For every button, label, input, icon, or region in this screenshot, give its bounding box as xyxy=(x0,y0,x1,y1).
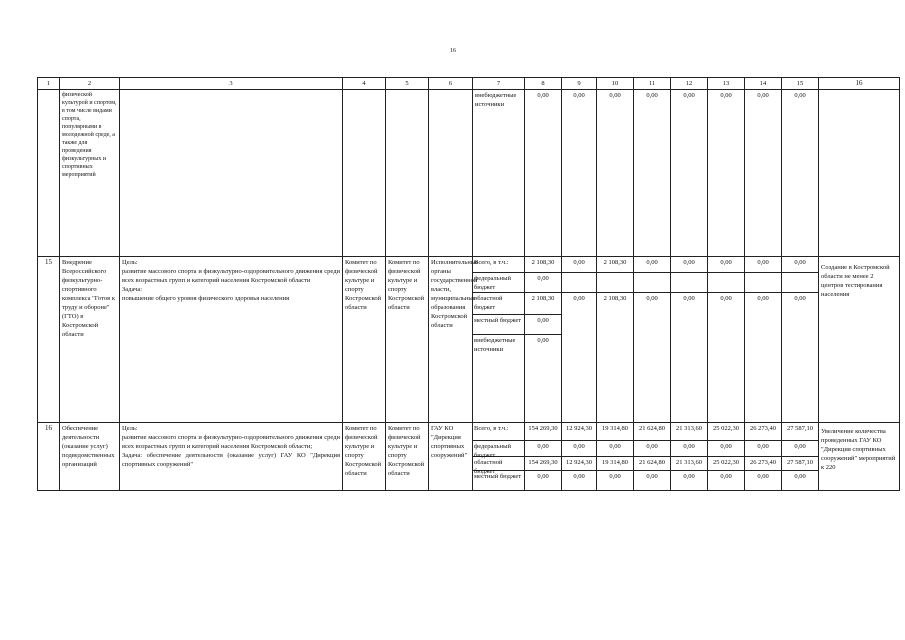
header-row xyxy=(38,78,900,90)
activity-name: Внедрение Всероссийского физкультурно-спортивного комплекса "Готов к труду и обороне" (ГТО) в Костромской области xyxy=(60,257,120,423)
value-cell: 25 022,30 xyxy=(708,423,744,441)
value-cell: 19 314,80 xyxy=(597,457,633,471)
col-header: 15 xyxy=(782,78,819,90)
col-header: 1 xyxy=(38,78,60,90)
value-cell: 0,00 xyxy=(671,90,708,257)
program-table xyxy=(37,77,900,491)
value-cell xyxy=(671,273,707,293)
value-cell: 0,00 xyxy=(671,441,707,457)
table-row xyxy=(38,90,900,257)
funding-sources xyxy=(473,257,525,423)
values-col8 xyxy=(525,257,562,423)
col-header: 10 xyxy=(597,78,634,90)
value-cell: 0,00 xyxy=(782,257,818,273)
task-text: повышение общего уровня физического здоровья населения xyxy=(122,295,290,302)
funding-source: местный бюджет xyxy=(474,473,522,480)
value-cell xyxy=(708,273,744,293)
value-cell: 0,00 xyxy=(525,441,561,457)
values-col14 xyxy=(745,257,782,423)
goal-label: Цель: xyxy=(122,425,138,432)
values-col9 xyxy=(562,257,597,423)
values-col15 xyxy=(782,257,819,423)
value-cell: 154 269,30 xyxy=(525,423,561,441)
participants: Исполнительные органы государственной власти, муниципальные образования Костромской области xyxy=(429,257,473,423)
funding-source: местный бюджет xyxy=(473,315,524,335)
value-cell xyxy=(597,273,633,293)
task-text: обеспечение деятельности (оказание услуг) ГАУ КО "Дирекция спортивных сооружений" xyxy=(122,452,341,468)
responsible-executor: Комитет по физической культуре и спорту Костромской области xyxy=(343,423,386,491)
funding-source: федеральный бюджет xyxy=(473,273,524,293)
value-cell: 21 624,80 xyxy=(634,457,670,471)
activity-name: физической культурой и спортом, в том числе видами спорта, популярными в молодежной среде, а также для проведения физкультурных и спортивных мероприятий xyxy=(60,90,120,257)
value-cell: 0,00 xyxy=(745,90,782,257)
value-cell: 0,00 xyxy=(745,257,781,273)
col-header: 14 xyxy=(745,78,782,90)
value-cell: 0,00 xyxy=(573,473,585,480)
values-col13 xyxy=(708,257,745,423)
values-col15 xyxy=(782,423,819,491)
col-header: 11 xyxy=(634,78,671,90)
funding-source: областной бюджет xyxy=(473,457,524,471)
task-label: Задача: xyxy=(122,286,143,293)
task-label: Задача: xyxy=(122,452,143,459)
funding-source: внебюджетные источники xyxy=(473,90,525,257)
value-cell: 0,00 xyxy=(683,295,695,302)
value-cell xyxy=(634,273,670,293)
goal-task-cell xyxy=(120,423,343,491)
participants: ГАУ КО "Дирекция спортивных сооружений" xyxy=(429,423,473,491)
value-cell: 0,00 xyxy=(562,257,596,273)
value-cell: 0,00 xyxy=(720,295,732,302)
value-cell: 0,00 xyxy=(597,90,634,257)
values-col10 xyxy=(597,257,634,423)
col-header: 3 xyxy=(120,78,343,90)
col-header: 9 xyxy=(562,78,597,90)
col-header: 7 xyxy=(473,78,525,90)
values-col11 xyxy=(634,423,671,491)
value-cell: 2 108,30 xyxy=(525,293,561,315)
value-cell: 21 313,60 xyxy=(671,457,707,471)
coordinator: Комитет по физической культуре и спорту Костромской области xyxy=(386,257,429,423)
values-col11 xyxy=(634,257,671,423)
col-header: 2 xyxy=(60,78,120,90)
table-row xyxy=(38,423,900,491)
values-col12 xyxy=(671,423,708,491)
expected-result: Увеличение количества проведенных ГАУ КО "Дирекция спортивных сооружений" мероприятий к 220 xyxy=(819,423,900,491)
value-cell: 12 924,30 xyxy=(562,423,596,441)
value-cell: 0,00 xyxy=(720,473,732,480)
col-header: 5 xyxy=(386,78,429,90)
funding-sources xyxy=(473,423,525,491)
goal-text: развитие массового спорта и физкультурно-оздоровительного движения среди всех возрастных групп и категорий населения Костромской области xyxy=(122,268,340,284)
value-cell: 0,00 xyxy=(537,473,549,480)
value-cell: 0,00 xyxy=(525,90,562,257)
value-cell: 0,00 xyxy=(708,90,745,257)
value-cell: 0,00 xyxy=(757,295,769,302)
goal-text: развитие массового спорта и физкультурно-оздоровительного движения среди всех возрастных групп и категорий населения Костромской области; xyxy=(122,434,340,450)
values-col9 xyxy=(562,423,597,491)
value-cell: 154 269,30 xyxy=(525,457,561,471)
value-cell xyxy=(745,273,781,293)
col-header: 12 xyxy=(671,78,708,90)
funding-source: областной бюджет xyxy=(473,293,524,315)
value-cell: 0,00 xyxy=(634,257,670,273)
value-cell: 0,00 xyxy=(708,441,744,457)
page-number: 16 xyxy=(450,48,456,54)
value-cell: 0,00 xyxy=(634,441,670,457)
value-cell: 0,00 xyxy=(708,257,744,273)
expected-result: Создание в Костромской области не менее 2 центров тестирования населения xyxy=(819,257,900,423)
col-header: 8 xyxy=(525,78,562,90)
value-cell: 0,00 xyxy=(562,90,597,257)
value-cell: 0,00 xyxy=(597,441,633,457)
value-cell: 27 587,10 xyxy=(782,457,818,471)
goal-task-cell xyxy=(120,257,343,423)
table-row xyxy=(38,257,900,423)
coordinator: Комитет по физической культуре и спорту Костромской области xyxy=(386,423,429,491)
value-cell: 26 273,40 xyxy=(745,457,781,471)
value-cell: 0,00 xyxy=(562,441,596,457)
value-cell: 0,00 xyxy=(537,337,549,344)
value-cell: 0,00 xyxy=(782,90,819,257)
value-cell xyxy=(782,273,818,293)
col-header: 13 xyxy=(708,78,745,90)
value-cell: 0,00 xyxy=(782,441,818,457)
row-number: 15 xyxy=(38,257,60,423)
value-cell: 0,00 xyxy=(525,273,561,293)
funding-source: Всего, в т.ч.: xyxy=(473,423,524,441)
value-cell: 0,00 xyxy=(745,441,781,457)
responsible-executor: Комитет по физической культуре и спорту Костромской области xyxy=(343,257,386,423)
values-col12 xyxy=(671,257,708,423)
values-col13 xyxy=(708,423,745,491)
value-cell: 27 587,10 xyxy=(782,423,818,441)
value-cell: 25 022,30 xyxy=(708,457,744,471)
value-cell: 21 624,80 xyxy=(634,423,670,441)
activity-name: Обеспечение деятельности (оказание услуг) подведомственных организаций xyxy=(60,423,120,491)
col-header: 16 xyxy=(819,78,900,90)
value-cell: 12 924,30 xyxy=(562,457,596,471)
col-header: 6 xyxy=(429,78,473,90)
value-cell: 0,00 xyxy=(757,473,769,480)
value-cell: 0,00 xyxy=(794,473,806,480)
values-col8 xyxy=(525,423,562,491)
funding-source: федеральный бюджет xyxy=(473,441,524,457)
value-cell: 0,00 xyxy=(525,315,561,335)
value-cell: 0,00 xyxy=(609,473,621,480)
value-cell: 19 314,80 xyxy=(597,423,633,441)
value-cell: 0,00 xyxy=(683,473,695,480)
funding-source: внебюджетные источники xyxy=(474,337,516,353)
values-col14 xyxy=(745,423,782,491)
value-cell: 2 108,30 xyxy=(597,257,633,273)
goal-label: Цель: xyxy=(122,259,138,266)
values-col10 xyxy=(597,423,634,491)
value-cell: 0,00 xyxy=(573,295,585,302)
value-cell: 0,00 xyxy=(671,257,707,273)
row-number: 16 xyxy=(38,423,60,491)
value-cell: 21 313,60 xyxy=(671,423,707,441)
value-cell: 2 108,30 xyxy=(525,257,561,273)
value-cell xyxy=(562,273,596,293)
value-cell: 2 108,30 xyxy=(603,295,627,302)
value-cell: 0,00 xyxy=(646,295,658,302)
funding-source: Всего, в т.ч.: xyxy=(473,257,524,273)
value-cell: 26 273,40 xyxy=(745,423,781,441)
value-cell: 0,00 xyxy=(646,473,658,480)
value-cell: 0,00 xyxy=(634,90,671,257)
col-header: 4 xyxy=(343,78,386,90)
value-cell: 0,00 xyxy=(794,295,806,302)
